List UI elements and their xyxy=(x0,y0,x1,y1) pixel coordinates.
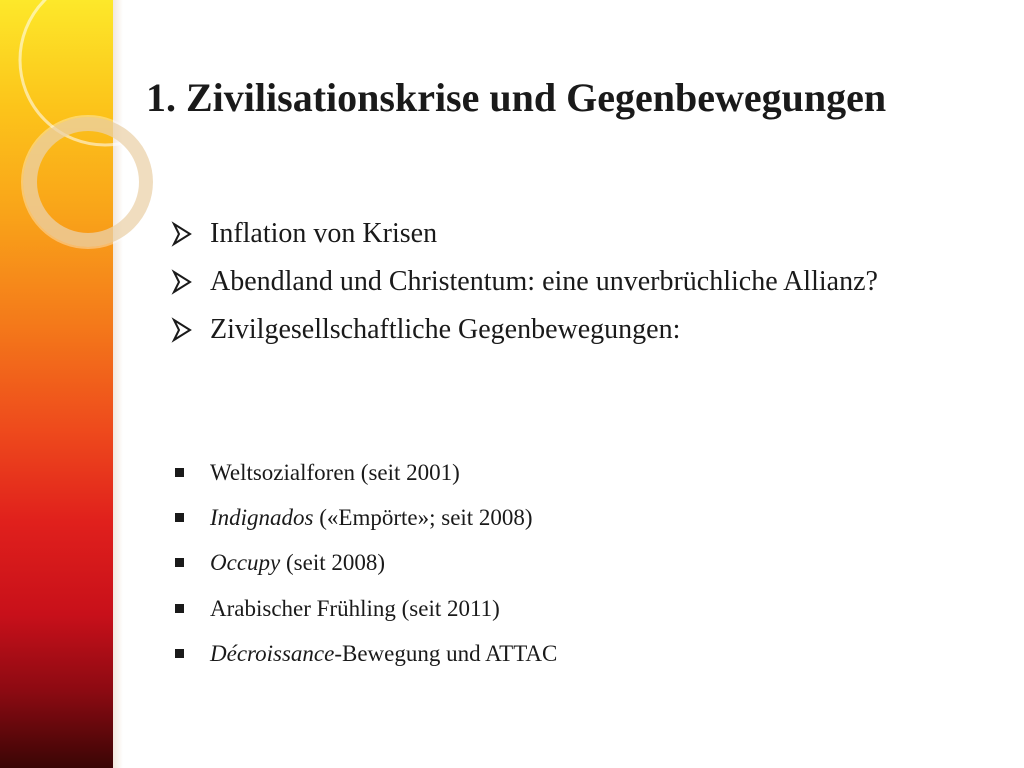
square-bullet-icon xyxy=(175,468,184,477)
slide-title: 1. Zivilisationskrise und Gegenbewegungen xyxy=(146,75,887,120)
sub-bullet-item xyxy=(170,458,870,488)
sub-bullet-text: (seit 2008) xyxy=(280,550,386,576)
sub-bullet-item xyxy=(170,639,870,669)
sub-bullet-item xyxy=(170,594,870,624)
arrow-bullet-icon xyxy=(170,218,198,250)
arrow-bullet-icon xyxy=(170,266,198,298)
main-bullet-text: Inflation von Krisen xyxy=(210,218,438,249)
thick-ring xyxy=(30,124,146,240)
sub-bullet-text: Arabischer Frühling (seit 2011) xyxy=(210,595,500,621)
square-bullet-icon xyxy=(175,558,184,567)
arrow-bullet-icon xyxy=(170,314,198,346)
sub-bullet-item xyxy=(170,548,870,578)
main-bullet-item xyxy=(170,266,930,298)
decorative-circles-icon xyxy=(0,0,160,260)
main-bullet-text: Abendland und Christentum: eine unverbrüchliche Allianz? xyxy=(210,266,878,297)
sub-bullet-item xyxy=(170,503,870,533)
main-bullet-text: Zivilgesellschaftliche Gegenbewegungen: xyxy=(210,314,681,345)
main-bullet-item xyxy=(170,314,930,346)
sub-bullet-italic-text: Occupy xyxy=(210,550,281,576)
square-bullet-icon xyxy=(175,513,184,522)
sub-bullet-italic-text: Décroissance xyxy=(210,640,335,666)
sub-bullet-list xyxy=(170,458,870,684)
outer-thin-ring xyxy=(22,116,154,248)
main-bullet-list xyxy=(170,218,930,362)
square-bullet-icon xyxy=(175,649,184,658)
sub-bullet-text: -Bewegung und ATTAC xyxy=(334,640,558,666)
square-bullet-icon xyxy=(175,604,184,613)
main-bullet-item xyxy=(170,218,930,250)
sub-bullet-text: Weltsozialforen (seit 2001) xyxy=(210,460,460,485)
sub-bullet-italic-text: Indignados xyxy=(210,505,314,531)
sub-bullet-text: («Empörte»; seit 2008) xyxy=(313,505,533,531)
